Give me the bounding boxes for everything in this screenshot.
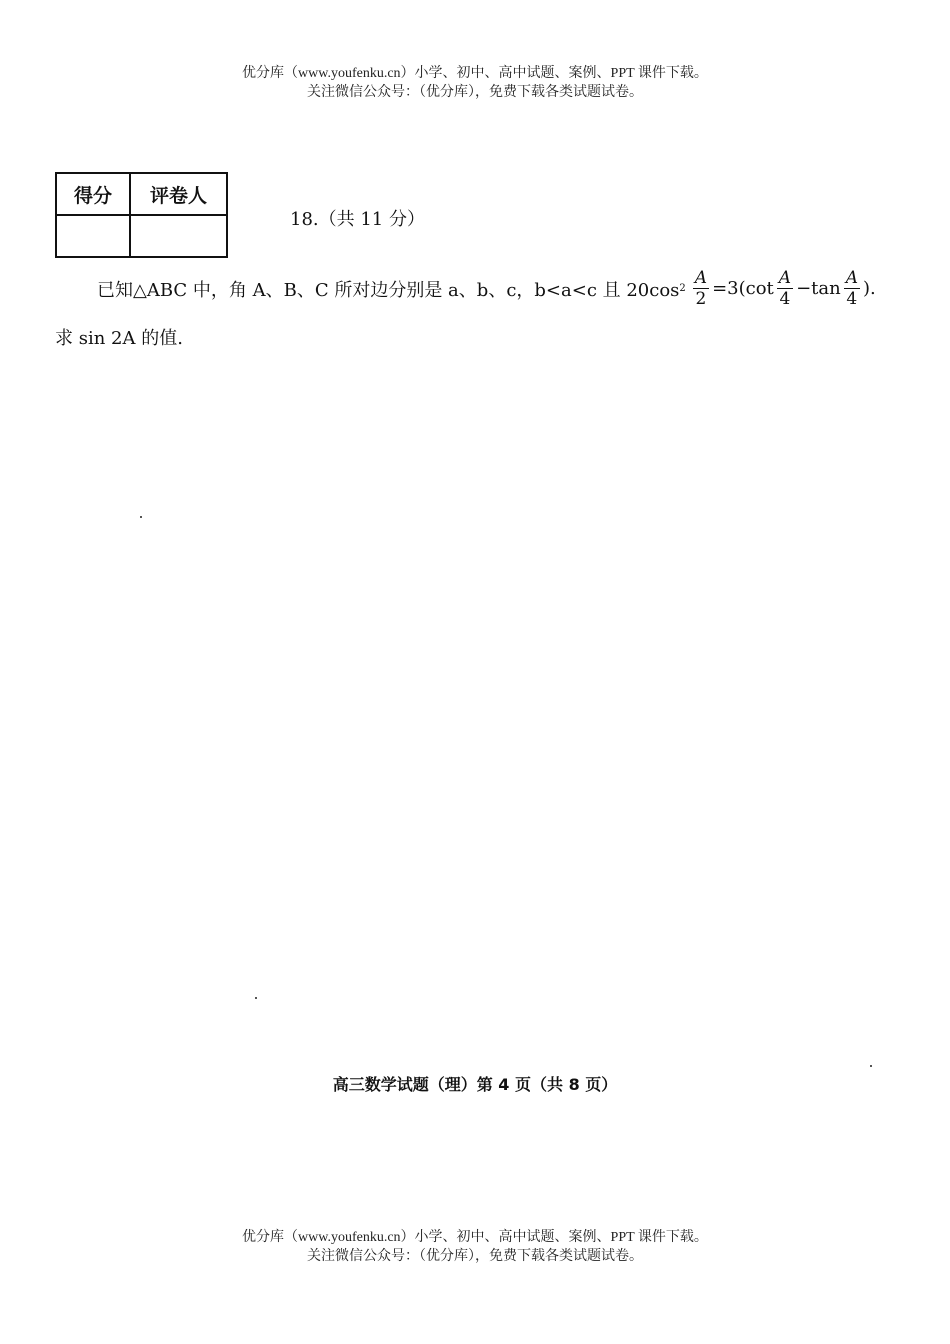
- score-table: [55, 172, 228, 258]
- statement-text: 已知△ABC 中，角 A、B、C 所对边分别是 a、b、c，b<a<c 且 20cos: [97, 279, 680, 301]
- fraction-denominator: 2: [695, 289, 707, 309]
- closing-paren: ).: [862, 278, 876, 299]
- score-cell: [56, 215, 130, 257]
- watermark-footer: [0, 1228, 950, 1266]
- score-header: 得分: [56, 173, 130, 215]
- minus-part: −tan: [796, 278, 841, 299]
- fraction-a-over-4-cot: [777, 268, 793, 309]
- grader-cell: [130, 215, 227, 257]
- fraction-a-over-2: [693, 268, 709, 309]
- watermark-header: [0, 64, 950, 102]
- scan-speck: [255, 997, 257, 999]
- fraction-denominator: 4: [779, 289, 791, 309]
- watermark-line-2: 关注微信公众号：（优分库），免费下载各类试题试卷。: [307, 85, 643, 100]
- fraction-numerator: A: [694, 268, 708, 288]
- grader-header: 评卷人: [130, 173, 227, 215]
- scan-speck: [870, 1065, 872, 1067]
- fraction-denominator: 4: [846, 289, 858, 309]
- page-footer: 高三数学试题（理）第 4 页（共 8 页）: [332, 1075, 618, 1094]
- problem-statement: [97, 268, 876, 309]
- equals-part: =3(cot: [712, 278, 774, 299]
- scan-speck: [140, 516, 142, 518]
- problem-question: 求 sin 2A 的值.: [55, 328, 183, 349]
- watermark-line-1: 优分库（www.youfenku.cn）小学、初中、高中试题、案例、PPT 课件下载。: [242, 1230, 708, 1245]
- problem-heading: 18.（共 11 分）: [290, 209, 425, 230]
- fraction-numerator: A: [845, 268, 858, 288]
- watermark-line-1: 优分库（www.youfenku.cn）小学、初中、高中试题、案例、PPT 课件下载。: [242, 66, 708, 81]
- fraction-numerator: A: [778, 268, 792, 288]
- cos-exponent: 2: [679, 283, 686, 294]
- watermark-line-2: 关注微信公众号：（优分库），免费下载各类试题试卷。: [307, 1249, 643, 1264]
- fraction-a-over-4-tan: [844, 268, 860, 309]
